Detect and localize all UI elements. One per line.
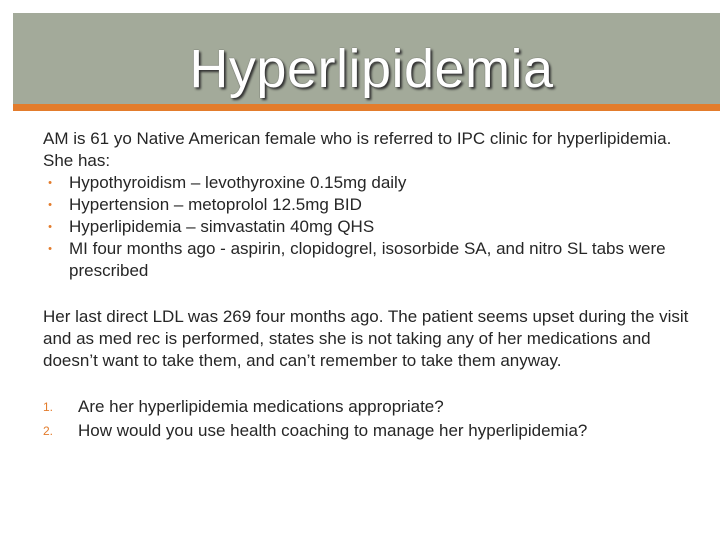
question-text: How would you use health coaching to manage her hyperlipidemia?: [78, 421, 588, 440]
list-item-text: MI four months ago - aspirin, clopidogrel, isosorbide SA, and nitro SL tabs were prescribed: [69, 239, 666, 280]
list-item-text: Hyperlipidemia – simvastatin 40mg QHS: [69, 217, 375, 236]
condition-list: [43, 172, 693, 282]
list-item: [43, 172, 693, 194]
list-item: [43, 238, 693, 282]
bullet-icon: •: [48, 199, 52, 211]
question-item: [43, 396, 693, 418]
case-paragraph: Her last direct LDL was 269 four months ago. The patient seems upset during the visit and as med rec is performed, states she is not taking any of her medications and doesn’t want to take them, and can’t remember to take them anyway.: [43, 307, 689, 370]
bullet-icon: •: [48, 221, 52, 233]
list-item-text: Hypertension – metoprolol 12.5mg BID: [69, 195, 362, 214]
list-item: [43, 216, 693, 238]
bullet-icon: •: [48, 177, 52, 189]
bullet-icon: •: [48, 243, 52, 255]
slide-content: [43, 128, 693, 444]
title-band: [13, 13, 720, 111]
slide-title: Hyperlipidemia: [189, 39, 554, 99]
question-number: 1.: [43, 400, 54, 414]
intro-text: AM is 61 yo Native American female who is referred to IPC clinic for hyperlipidemia. She has:: [43, 129, 672, 170]
list-item-text: Hypothyroidism – levothyroxine 0.15mg daily: [69, 173, 407, 192]
question-text: Are her hyperlipidemia medications appropriate?: [78, 397, 444, 416]
question-number: 2.: [43, 424, 54, 438]
question-list: [43, 396, 693, 442]
question-item: [43, 420, 693, 442]
list-item: [43, 194, 693, 216]
